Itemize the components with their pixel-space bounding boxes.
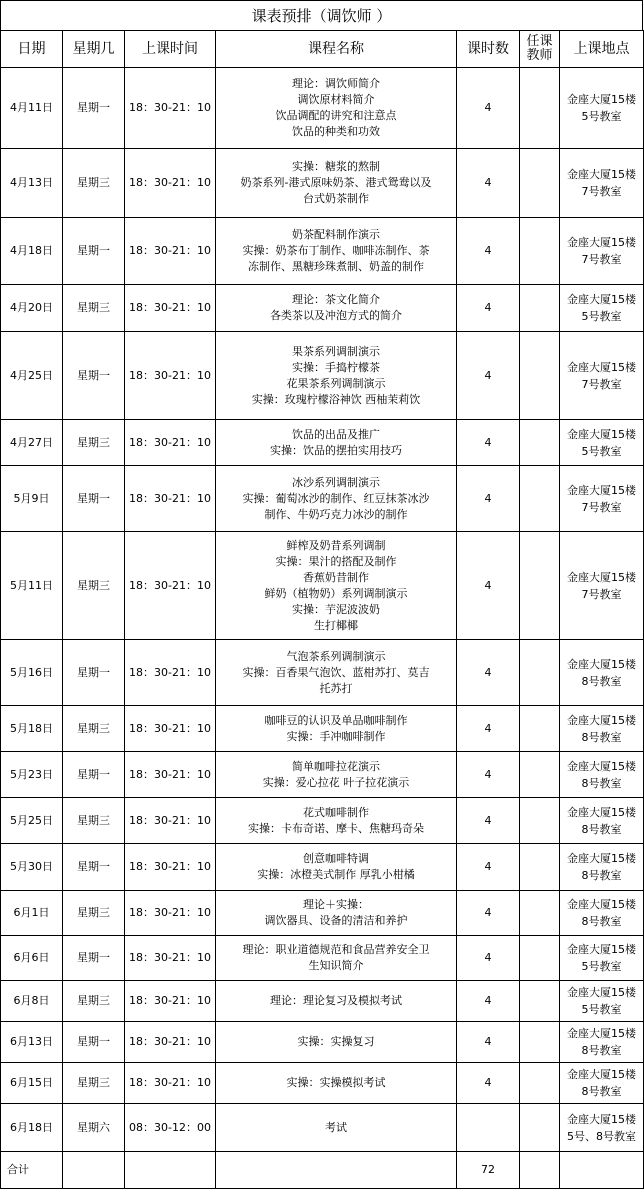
table-row bbox=[1, 68, 644, 149]
table-row bbox=[1, 285, 644, 332]
table-row bbox=[1, 332, 644, 420]
cell-date: 5月25日 bbox=[1, 798, 63, 844]
total-label: 合计 bbox=[1, 1152, 63, 1189]
cell-teacher bbox=[520, 706, 560, 752]
table-row bbox=[1, 706, 644, 752]
cell-teacher bbox=[520, 1022, 560, 1063]
cell-course: 气泡茶系列调制演示 实操：百香果气泡饮、蓝柑苏打、莫吉 托苏打 bbox=[216, 640, 457, 706]
cell-time: 18：30-21：10 bbox=[125, 466, 216, 532]
cell-weekday: 星期一 bbox=[63, 844, 125, 891]
total-empty bbox=[560, 1152, 644, 1189]
cell-location: 金座大厦15楼 8号教室 bbox=[560, 1063, 644, 1104]
cell-teacher bbox=[520, 68, 560, 149]
total-empty bbox=[216, 1152, 457, 1189]
cell-time: 18：30-21：10 bbox=[125, 936, 216, 981]
cell-date: 6月6日 bbox=[1, 936, 63, 981]
table-row bbox=[1, 798, 644, 844]
cell-teacher bbox=[520, 981, 560, 1022]
cell-date: 6月18日 bbox=[1, 1104, 63, 1152]
cell-hours bbox=[457, 1104, 520, 1152]
cell-course: 实操：糖浆的熬制 奶茶系列-港式原味奶茶、港式鸳鸯以及 台式奶茶制作 bbox=[216, 149, 457, 218]
cell-weekday: 星期三 bbox=[63, 532, 125, 640]
cell-date: 4月11日 bbox=[1, 68, 63, 149]
cell-weekday: 星期一 bbox=[63, 752, 125, 798]
cell-teacher bbox=[520, 1104, 560, 1152]
cell-teacher bbox=[520, 420, 560, 466]
cell-time: 18：30-21：10 bbox=[125, 798, 216, 844]
table-row bbox=[1, 844, 644, 891]
cell-hours: 4 bbox=[457, 285, 520, 332]
cell-location: 金座大厦15楼 7号教室 bbox=[560, 532, 644, 640]
cell-hours: 4 bbox=[457, 420, 520, 466]
cell-hours: 4 bbox=[457, 891, 520, 936]
cell-weekday: 星期三 bbox=[63, 798, 125, 844]
cell-teacher bbox=[520, 640, 560, 706]
header-date: 日期 bbox=[1, 31, 63, 68]
cell-hours: 4 bbox=[457, 332, 520, 420]
table-row bbox=[1, 218, 644, 285]
cell-location: 金座大厦15楼 8号教室 bbox=[560, 752, 644, 798]
cell-time: 18：30-21：10 bbox=[125, 68, 216, 149]
cell-date: 5月11日 bbox=[1, 532, 63, 640]
header-row bbox=[1, 31, 644, 68]
cell-location: 金座大厦15楼 8号教室 bbox=[560, 640, 644, 706]
cell-course: 考试 bbox=[216, 1104, 457, 1152]
cell-weekday: 星期六 bbox=[63, 1104, 125, 1152]
cell-location: 金座大厦15楼 8号教室 bbox=[560, 798, 644, 844]
cell-course: 实操：实操复习 bbox=[216, 1022, 457, 1063]
total-empty bbox=[520, 1152, 560, 1189]
cell-hours: 4 bbox=[457, 706, 520, 752]
header-hours: 课时数 bbox=[457, 31, 520, 68]
cell-date: 6月8日 bbox=[1, 981, 63, 1022]
table-row bbox=[1, 640, 644, 706]
cell-course: 冰沙系列调制演示 实操：葡萄冰沙的制作、红豆抹茶冰沙 制作、牛奶巧克力冰沙的制作 bbox=[216, 466, 457, 532]
cell-course: 创意咖啡特调 实操：冰橙美式制作 厚乳小柑橘 bbox=[216, 844, 457, 891]
table-row bbox=[1, 891, 644, 936]
cell-date: 4月27日 bbox=[1, 420, 63, 466]
cell-time: 18：30-21：10 bbox=[125, 420, 216, 466]
cell-date: 6月13日 bbox=[1, 1022, 63, 1063]
cell-course: 理论：茶文化简介 各类茶以及冲泡方式的简介 bbox=[216, 285, 457, 332]
header-location: 上课地点 bbox=[560, 31, 644, 68]
cell-time: 18：30-21：10 bbox=[125, 218, 216, 285]
cell-hours: 4 bbox=[457, 936, 520, 981]
cell-teacher bbox=[520, 532, 560, 640]
cell-location: 金座大厦15楼 5号教室 bbox=[560, 420, 644, 466]
cell-weekday: 星期三 bbox=[63, 706, 125, 752]
cell-teacher bbox=[520, 1063, 560, 1104]
cell-location: 金座大厦15楼 7号教室 bbox=[560, 466, 644, 532]
cell-teacher bbox=[520, 752, 560, 798]
cell-teacher bbox=[520, 891, 560, 936]
cell-location: 金座大厦15楼 7号教室 bbox=[560, 332, 644, 420]
cell-location: 金座大厦15楼 8号教室 bbox=[560, 891, 644, 936]
table-row bbox=[1, 936, 644, 981]
cell-date: 6月15日 bbox=[1, 1063, 63, 1104]
cell-course: 饮品的出品及推广 实操：饮品的摆拍实用技巧 bbox=[216, 420, 457, 466]
cell-location: 金座大厦15楼 8号教室 bbox=[560, 1022, 644, 1063]
cell-weekday: 星期三 bbox=[63, 420, 125, 466]
cell-teacher bbox=[520, 332, 560, 420]
cell-teacher bbox=[520, 798, 560, 844]
cell-hours: 4 bbox=[457, 68, 520, 149]
total-hours: 72 bbox=[457, 1152, 520, 1189]
cell-date: 4月18日 bbox=[1, 218, 63, 285]
cell-hours: 4 bbox=[457, 1022, 520, 1063]
cell-hours: 4 bbox=[457, 981, 520, 1022]
table-row bbox=[1, 149, 644, 218]
cell-location: 金座大厦15楼 8号教室 bbox=[560, 706, 644, 752]
cell-location: 金座大厦15楼 5号教室 bbox=[560, 936, 644, 981]
table-row bbox=[1, 752, 644, 798]
cell-location: 金座大厦15楼 5号、8号教室 bbox=[560, 1104, 644, 1152]
cell-weekday: 星期一 bbox=[63, 332, 125, 420]
cell-time: 18：30-21：10 bbox=[125, 891, 216, 936]
cell-hours: 4 bbox=[457, 844, 520, 891]
cell-hours: 4 bbox=[457, 218, 520, 285]
cell-time: 18：30-21：10 bbox=[125, 1022, 216, 1063]
cell-course: 鲜榨及奶昔系列调制 实操：果汁的搭配及制作 香蕉奶昔制作 鲜奶（植物奶）系列调制演示 实操：芋泥波波奶 生打椰椰 bbox=[216, 532, 457, 640]
cell-date: 4月25日 bbox=[1, 332, 63, 420]
cell-time: 18：30-21：10 bbox=[125, 285, 216, 332]
cell-teacher bbox=[520, 466, 560, 532]
cell-course: 理论：职业道德规范和食品营养安全卫 生知识简介 bbox=[216, 936, 457, 981]
cell-weekday: 星期一 bbox=[63, 640, 125, 706]
cell-time: 18：30-21：10 bbox=[125, 706, 216, 752]
cell-course: 咖啡豆的认识及单品咖啡制作 实操：手冲咖啡制作 bbox=[216, 706, 457, 752]
header-weekday: 星期几 bbox=[63, 31, 125, 68]
cell-teacher bbox=[520, 218, 560, 285]
cell-course: 花式咖啡制作 实操：卡布奇诺、摩卡、焦糖玛奇朵 bbox=[216, 798, 457, 844]
cell-hours: 4 bbox=[457, 798, 520, 844]
cell-weekday: 星期一 bbox=[63, 218, 125, 285]
cell-weekday: 星期一 bbox=[63, 466, 125, 532]
cell-date: 6月1日 bbox=[1, 891, 63, 936]
cell-date: 5月9日 bbox=[1, 466, 63, 532]
cell-weekday: 星期一 bbox=[63, 1022, 125, 1063]
cell-weekday: 星期三 bbox=[63, 149, 125, 218]
cell-hours: 4 bbox=[457, 752, 520, 798]
cell-location: 金座大厦15楼 8号教室 bbox=[560, 844, 644, 891]
schedule-table bbox=[0, 30, 644, 1189]
cell-time: 18：30-21：10 bbox=[125, 981, 216, 1022]
cell-course: 实操：实操模拟考试 bbox=[216, 1063, 457, 1104]
cell-hours: 4 bbox=[457, 640, 520, 706]
cell-time: 18：30-21：10 bbox=[125, 640, 216, 706]
cell-weekday: 星期一 bbox=[63, 68, 125, 149]
table-row bbox=[1, 1104, 644, 1152]
cell-location: 金座大厦15楼 7号教室 bbox=[560, 218, 644, 285]
cell-time: 18：30-21：10 bbox=[125, 1063, 216, 1104]
cell-time: 18：30-21：10 bbox=[125, 149, 216, 218]
cell-weekday: 星期三 bbox=[63, 1063, 125, 1104]
cell-course: 理论：理论复习及模拟考试 bbox=[216, 981, 457, 1022]
table-row bbox=[1, 1063, 644, 1104]
header-course: 课程名称 bbox=[216, 31, 457, 68]
table-row bbox=[1, 981, 644, 1022]
cell-weekday: 星期三 bbox=[63, 891, 125, 936]
cell-course: 果茶系列调制演示 实操：手捣柠檬茶 花果茶系列调制演示 实操：玫瑰柠檬浴神饮 西柚茉莉饮 bbox=[216, 332, 457, 420]
cell-course: 理论＋实操： 调饮器具、设备的清洁和养护 bbox=[216, 891, 457, 936]
cell-course: 奶茶配料制作演示 实操：奶茶布丁制作、咖啡冻制作、茶 冻制作、黑糖珍珠煮制、奶盖的制作 bbox=[216, 218, 457, 285]
cell-teacher bbox=[520, 936, 560, 981]
cell-date: 5月23日 bbox=[1, 752, 63, 798]
cell-time: 18：30-21：10 bbox=[125, 332, 216, 420]
table-row bbox=[1, 532, 644, 640]
cell-date: 5月16日 bbox=[1, 640, 63, 706]
cell-hours: 4 bbox=[457, 149, 520, 218]
total-empty bbox=[63, 1152, 125, 1189]
cell-date: 5月30日 bbox=[1, 844, 63, 891]
cell-hours: 4 bbox=[457, 1063, 520, 1104]
sheet-title: 课表预排（调饮师 ） bbox=[0, 0, 643, 30]
table-row bbox=[1, 420, 644, 466]
cell-time: 18：30-21：10 bbox=[125, 844, 216, 891]
table-row bbox=[1, 466, 644, 532]
cell-date: 5月18日 bbox=[1, 706, 63, 752]
table-row bbox=[1, 1022, 644, 1063]
cell-course: 理论：调饮师简介 调饮原材料简介 饮品调配的讲究和注意点 饮品的种类和功效 bbox=[216, 68, 457, 149]
cell-weekday: 星期三 bbox=[63, 285, 125, 332]
cell-time: 18：30-21：10 bbox=[125, 532, 216, 640]
cell-teacher bbox=[520, 149, 560, 218]
cell-course: 简单咖啡拉花演示 实操：爱心拉花 叶子拉花演示 bbox=[216, 752, 457, 798]
cell-location: 金座大厦15楼 5号教室 bbox=[560, 981, 644, 1022]
cell-weekday: 星期三 bbox=[63, 981, 125, 1022]
header-time: 上课时间 bbox=[125, 31, 216, 68]
cell-teacher bbox=[520, 285, 560, 332]
total-row bbox=[1, 1152, 644, 1189]
cell-date: 4月20日 bbox=[1, 285, 63, 332]
cell-weekday: 星期一 bbox=[63, 936, 125, 981]
header-teacher: 任课 教师 bbox=[520, 31, 560, 68]
cell-location: 金座大厦15楼 5号教室 bbox=[560, 68, 644, 149]
cell-hours: 4 bbox=[457, 466, 520, 532]
cell-time: 08：30-12：00 bbox=[125, 1104, 216, 1152]
cell-time: 18：30-21：10 bbox=[125, 752, 216, 798]
cell-date: 4月13日 bbox=[1, 149, 63, 218]
cell-location: 金座大厦15楼 5号教室 bbox=[560, 285, 644, 332]
total-empty bbox=[125, 1152, 216, 1189]
cell-location: 金座大厦15楼 7号教室 bbox=[560, 149, 644, 218]
cell-teacher bbox=[520, 844, 560, 891]
cell-hours: 4 bbox=[457, 532, 520, 640]
